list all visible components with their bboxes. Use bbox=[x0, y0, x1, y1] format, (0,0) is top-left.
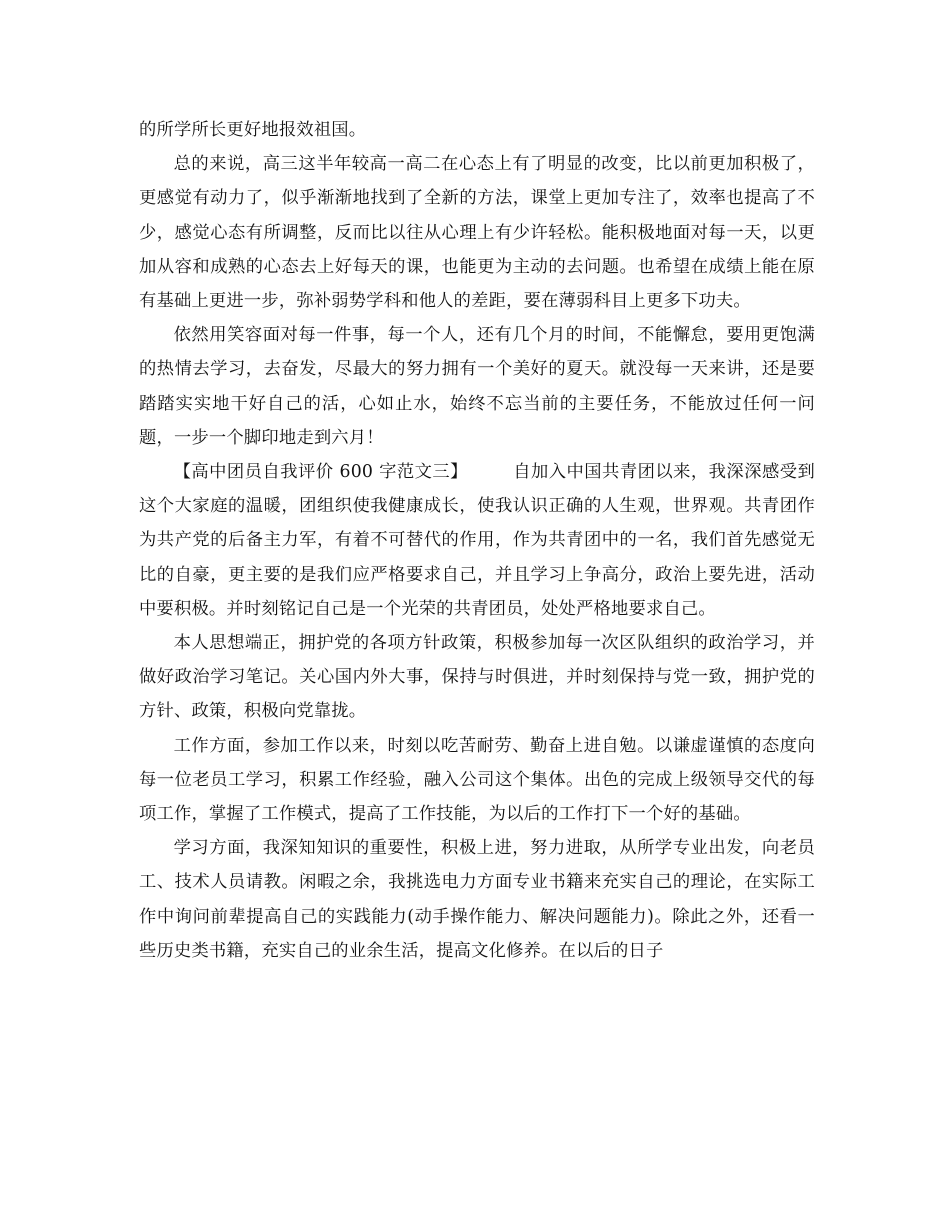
paragraph-text: 自加入中国共青团以来，我深深感受到这个大家庭的温暖，团组织使我健康成长，使我认识正确的人生观，世界观。共青团作为共产党的后备主力军，有着不可替代的作用，作为共青团中的一名，我们首先感觉无比的自豪，更主要的是我们应严格要求自己，并且学习上争高分，政治上要先进，活动中要积极。并时刻铭记自己是一个光荣的共青团员，处处严格地要求自己。 bbox=[139, 462, 815, 619]
document-body bbox=[139, 113, 815, 968]
section-heading: 【高中团员自我评价 600 字范文三】 bbox=[173, 462, 468, 483]
paragraph-resolve: 依然用笑容面对每一件事，每一个人，还有几个月的时间，不能懈怠，要用更饱满的热情去学习，去奋发，尽最大的努力拥有一个美好的夏天。就没每一天来讲，还是要踏踏实实地干好自己的活，心如止水，始终不忘当前的主要任务，不能放过任何一问题，一步一个脚印地走到六月！ bbox=[139, 325, 815, 448]
paragraph-work: 工作方面，参加工作以来，时刻以吃苦耐劳、勤奋上进自勉。以谦虚谨慎的态度向每一位老员工学习，积累工作经验，融入公司这个集体。出色的完成上级领导交代的每项工作，掌握了工作模式，提高了工作技能，为以后的工作打下一个好的基础。 bbox=[139, 735, 815, 825]
paragraph-continuation: 的所学所长更好地报效祖国。 bbox=[139, 120, 367, 140]
paragraph-summary: 总的来说，高三这半年较高一高二在心态上有了明显的改变，比以前更加积极了，更感觉有动力了，似乎渐渐地找到了全新的方法，课堂上更加专注了，效率也提高了不少，感觉心态有所调整，反而比以往从心理上有少许轻松。能积极地面对每一天，以更加从容和成熟的心态去上好每天的课，也能更为主动的去问题。也希望在成绩上能在原有基础上更进一步，弥补弱势学科和他人的差距，要在薄弱科目上更多下功夫。 bbox=[139, 154, 815, 312]
paragraph-sample-three bbox=[139, 455, 815, 626]
paragraph-ideology: 本人思想端正，拥护党的各项方针政策，积极参加每一次区队组织的政治学习，并做好政治学习笔记。关心国内外大事，保持与时俱进，并时刻保持与党一致，拥护党的方针、政策，积极向党靠拢。 bbox=[139, 633, 815, 722]
paragraph-study: 学习方面，我深知知识的重要性，积极上进，努力进取，从所学专业出发，向老员工、技术人员请教。闲暇之余，我挑选电力方面专业书籍来充实自己的理论，在实际工作中询问前辈提高自己的实践能力(动手操作能力、解决问题能力)。除此之外，还看一些历史类书籍，充实自己的业余生活，提高文化修养。在以后的日子 bbox=[139, 838, 815, 961]
